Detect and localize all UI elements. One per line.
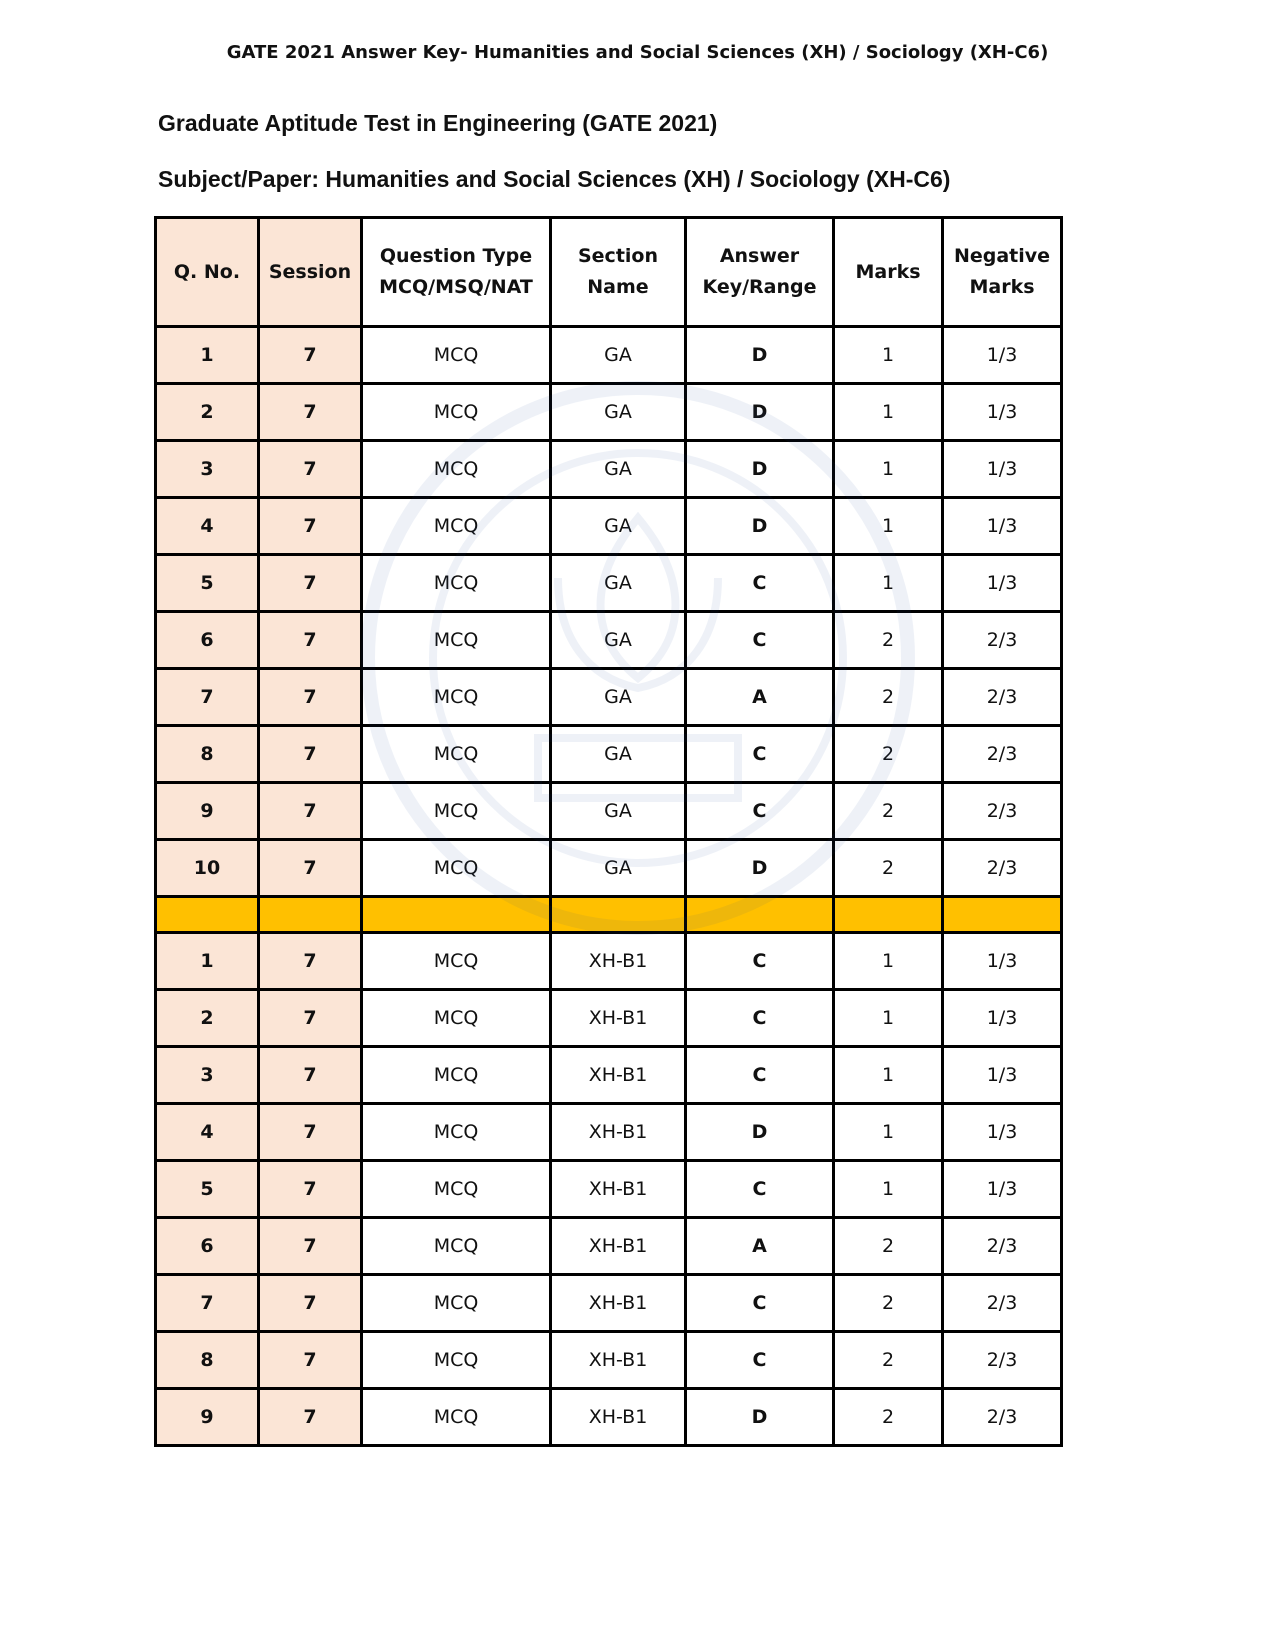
cell-question-type: MCQ — [362, 1047, 551, 1104]
cell-section-name: XH-B1 — [551, 933, 686, 990]
cell-qno: 10 — [156, 840, 259, 897]
table-row — [156, 1332, 1062, 1389]
cell-negative-marks: 1/3 — [943, 327, 1062, 384]
cell-marks: 1 — [834, 933, 943, 990]
cell-negative-marks: 1/3 — [943, 1161, 1062, 1218]
cell-question-type: MCQ — [362, 441, 551, 498]
cell-answer-key: A — [686, 669, 834, 726]
cell-session: 7 — [259, 1389, 362, 1446]
cell-marks: 1 — [834, 1047, 943, 1104]
cell-marks: 1 — [834, 327, 943, 384]
cell-answer-key: C — [686, 1332, 834, 1389]
cell-marks: 2 — [834, 612, 943, 669]
cell-qno: 2 — [156, 384, 259, 441]
cell-qno: 1 — [156, 933, 259, 990]
cell-marks: 2 — [834, 1332, 943, 1389]
cell-negative-marks: 1/3 — [943, 1047, 1062, 1104]
cell-qno: 5 — [156, 555, 259, 612]
cell-negative-marks: 2/3 — [943, 612, 1062, 669]
separator-cell — [943, 897, 1062, 933]
separator-cell — [551, 897, 686, 933]
header-marks: Marks — [834, 218, 943, 327]
cell-section-name: XH-B1 — [551, 1389, 686, 1446]
cell-answer-key: C — [686, 1275, 834, 1332]
cell-qno: 5 — [156, 1161, 259, 1218]
cell-answer-key: A — [686, 1218, 834, 1275]
table-row — [156, 555, 1062, 612]
cell-answer-key: C — [686, 990, 834, 1047]
cell-answer-key: C — [686, 783, 834, 840]
cell-qno: 9 — [156, 783, 259, 840]
cell-answer-key: D — [686, 498, 834, 555]
cell-answer-key: D — [686, 384, 834, 441]
header-answer-key: Answer Key/Range — [686, 218, 834, 327]
cell-section-name: GA — [551, 612, 686, 669]
cell-session: 7 — [259, 1161, 362, 1218]
cell-question-type: MCQ — [362, 1161, 551, 1218]
cell-question-type: MCQ — [362, 1389, 551, 1446]
cell-negative-marks: 1/3 — [943, 990, 1062, 1047]
cell-marks: 1 — [834, 1161, 943, 1218]
cell-session: 7 — [259, 612, 362, 669]
cell-section-name: GA — [551, 669, 686, 726]
cell-session: 7 — [259, 555, 362, 612]
cell-qno: 3 — [156, 1047, 259, 1104]
cell-session: 7 — [259, 783, 362, 840]
separator-cell — [834, 897, 943, 933]
table-body — [156, 327, 1062, 1446]
cell-answer-key: C — [686, 555, 834, 612]
cell-section-name: GA — [551, 840, 686, 897]
cell-qno: 2 — [156, 990, 259, 1047]
cell-answer-key: D — [686, 840, 834, 897]
table-row — [156, 840, 1062, 897]
header-section-name: Section Name — [551, 218, 686, 327]
table-row — [156, 1161, 1062, 1218]
cell-answer-key: D — [686, 441, 834, 498]
separator-cell — [156, 897, 259, 933]
table-row — [156, 1104, 1062, 1161]
table-row — [156, 669, 1062, 726]
cell-session: 7 — [259, 726, 362, 783]
cell-question-type: MCQ — [362, 933, 551, 990]
cell-marks: 1 — [834, 1104, 943, 1161]
table-row — [156, 327, 1062, 384]
cell-marks: 1 — [834, 498, 943, 555]
table-row — [156, 498, 1062, 555]
section-separator-row — [156, 897, 1062, 933]
cell-answer-key: D — [686, 1389, 834, 1446]
cell-question-type: MCQ — [362, 726, 551, 783]
cell-section-name: XH-B1 — [551, 1218, 686, 1275]
cell-negative-marks: 1/3 — [943, 1104, 1062, 1161]
cell-marks: 2 — [834, 1275, 943, 1332]
cell-marks: 2 — [834, 726, 943, 783]
cell-section-name: XH-B1 — [551, 1332, 686, 1389]
answer-key-table — [154, 216, 1063, 1447]
cell-question-type: MCQ — [362, 1104, 551, 1161]
cell-question-type: MCQ — [362, 990, 551, 1047]
cell-qno: 6 — [156, 1218, 259, 1275]
table-row — [156, 1218, 1062, 1275]
cell-question-type: MCQ — [362, 1275, 551, 1332]
cell-negative-marks: 2/3 — [943, 1218, 1062, 1275]
cell-answer-key: C — [686, 1161, 834, 1218]
cell-session: 7 — [259, 1047, 362, 1104]
cell-negative-marks: 2/3 — [943, 1275, 1062, 1332]
cell-section-name: XH-B1 — [551, 1275, 686, 1332]
table-row — [156, 726, 1062, 783]
cell-qno: 8 — [156, 726, 259, 783]
cell-section-name: GA — [551, 498, 686, 555]
separator-cell — [259, 897, 362, 933]
cell-qno: 8 — [156, 1332, 259, 1389]
table-row — [156, 933, 1062, 990]
cell-section-name: XH-B1 — [551, 990, 686, 1047]
document-title: Graduate Aptitude Test in Engineering (GATE 2021) — [158, 110, 718, 136]
cell-session: 7 — [259, 669, 362, 726]
cell-answer-key: C — [686, 933, 834, 990]
cell-section-name: XH-B1 — [551, 1047, 686, 1104]
cell-qno: 1 — [156, 327, 259, 384]
cell-marks: 1 — [834, 990, 943, 1047]
cell-answer-key: D — [686, 1104, 834, 1161]
cell-marks: 2 — [834, 669, 943, 726]
cell-session: 7 — [259, 840, 362, 897]
cell-session: 7 — [259, 1218, 362, 1275]
cell-section-name: GA — [551, 555, 686, 612]
cell-session: 7 — [259, 498, 362, 555]
table-row — [156, 1389, 1062, 1446]
cell-section-name: GA — [551, 327, 686, 384]
cell-section-name: GA — [551, 441, 686, 498]
cell-qno: 9 — [156, 1389, 259, 1446]
cell-question-type: MCQ — [362, 498, 551, 555]
cell-negative-marks: 1/3 — [943, 384, 1062, 441]
table-row — [156, 990, 1062, 1047]
cell-session: 7 — [259, 441, 362, 498]
table-header-row — [156, 218, 1062, 327]
cell-negative-marks: 1/3 — [943, 555, 1062, 612]
cell-answer-key: C — [686, 726, 834, 783]
cell-negative-marks: 1/3 — [943, 498, 1062, 555]
header-qno: Q. No. — [156, 218, 259, 327]
table-row — [156, 612, 1062, 669]
cell-question-type: MCQ — [362, 327, 551, 384]
separator-cell — [362, 897, 551, 933]
separator-cell — [686, 897, 834, 933]
cell-answer-key: C — [686, 1047, 834, 1104]
header-session: Session — [259, 218, 362, 327]
cell-question-type: MCQ — [362, 1218, 551, 1275]
cell-negative-marks: 2/3 — [943, 669, 1062, 726]
cell-negative-marks: 2/3 — [943, 1389, 1062, 1446]
cell-qno: 3 — [156, 441, 259, 498]
cell-negative-marks: 2/3 — [943, 783, 1062, 840]
cell-qno: 6 — [156, 612, 259, 669]
cell-session: 7 — [259, 933, 362, 990]
header-question-type: Question Type MCQ/MSQ/NAT — [362, 218, 551, 327]
cell-session: 7 — [259, 990, 362, 1047]
cell-marks: 1 — [834, 384, 943, 441]
cell-question-type: MCQ — [362, 783, 551, 840]
cell-marks: 1 — [834, 441, 943, 498]
cell-section-name: XH-B1 — [551, 1161, 686, 1218]
cell-section-name: GA — [551, 384, 686, 441]
cell-question-type: MCQ — [362, 1332, 551, 1389]
cell-marks: 1 — [834, 555, 943, 612]
cell-session: 7 — [259, 1275, 362, 1332]
cell-session: 7 — [259, 1104, 362, 1161]
table-row — [156, 1275, 1062, 1332]
cell-section-name: GA — [551, 726, 686, 783]
cell-marks: 2 — [834, 1389, 943, 1446]
header-negative-marks: Negative Marks — [943, 218, 1062, 327]
cell-qno: 4 — [156, 1104, 259, 1161]
table-row — [156, 1047, 1062, 1104]
cell-session: 7 — [259, 1332, 362, 1389]
cell-question-type: MCQ — [362, 840, 551, 897]
cell-answer-key: C — [686, 612, 834, 669]
cell-question-type: MCQ — [362, 555, 551, 612]
cell-qno: 4 — [156, 498, 259, 555]
cell-question-type: MCQ — [362, 384, 551, 441]
cell-negative-marks: 2/3 — [943, 726, 1062, 783]
table-row — [156, 441, 1062, 498]
cell-qno: 7 — [156, 1275, 259, 1332]
cell-section-name: GA — [551, 783, 686, 840]
cell-marks: 2 — [834, 1218, 943, 1275]
cell-marks: 2 — [834, 840, 943, 897]
table-row — [156, 384, 1062, 441]
cell-negative-marks: 2/3 — [943, 1332, 1062, 1389]
cell-question-type: MCQ — [362, 669, 551, 726]
cell-negative-marks: 2/3 — [943, 840, 1062, 897]
cell-marks: 2 — [834, 783, 943, 840]
cell-negative-marks: 1/3 — [943, 933, 1062, 990]
cell-section-name: XH-B1 — [551, 1104, 686, 1161]
document-subtitle: Subject/Paper: Humanities and Social Sciences (XH) / Sociology (XH-C6) — [158, 166, 951, 192]
page-header: GATE 2021 Answer Key- Humanities and Social Sciences (XH) / Sociology (XH-C6) — [226, 42, 1049, 63]
cell-session: 7 — [259, 327, 362, 384]
table-row — [156, 783, 1062, 840]
cell-qno: 7 — [156, 669, 259, 726]
cell-session: 7 — [259, 384, 362, 441]
cell-question-type: MCQ — [362, 612, 551, 669]
cell-negative-marks: 1/3 — [943, 441, 1062, 498]
cell-answer-key: D — [686, 327, 834, 384]
